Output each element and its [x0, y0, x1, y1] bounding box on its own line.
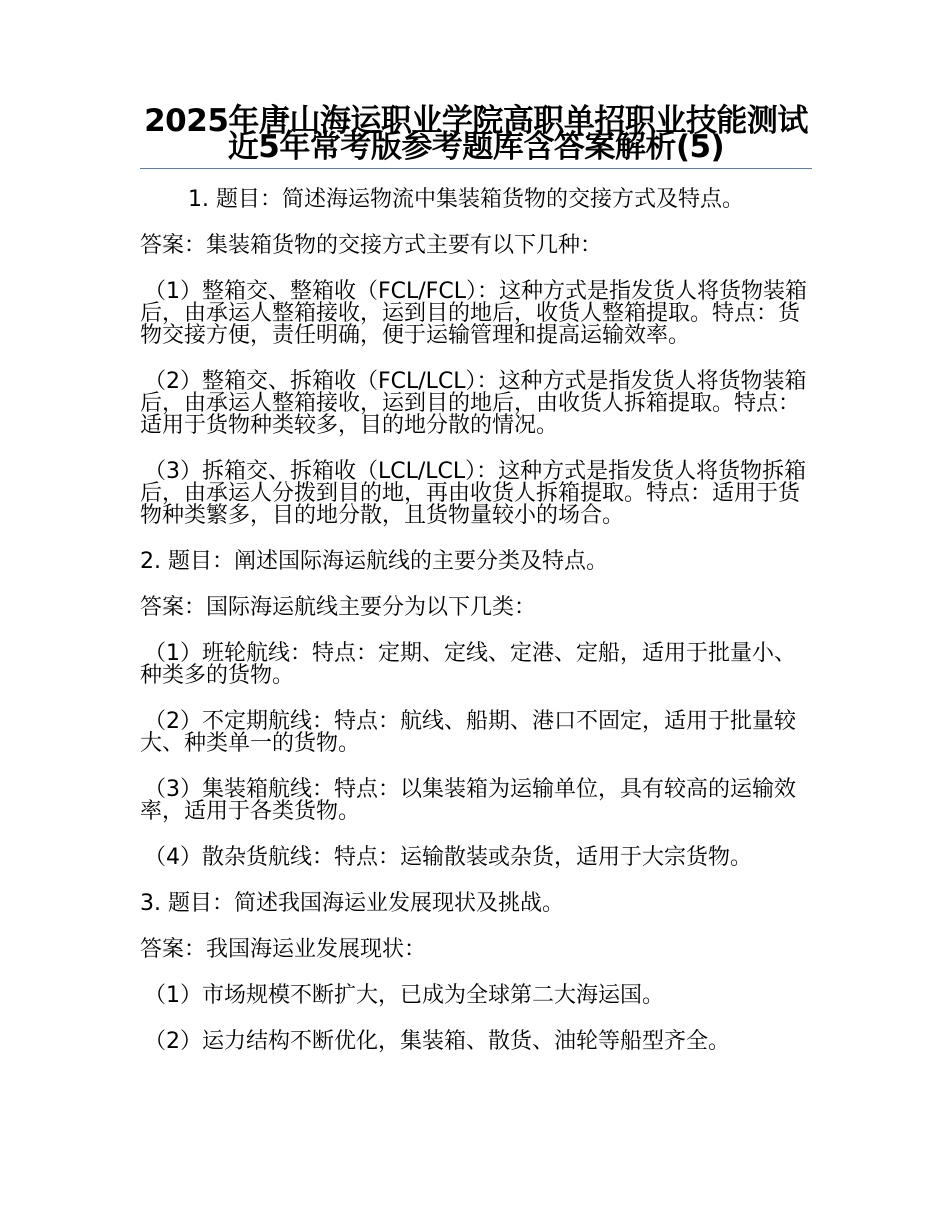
- answer-3-item-1: （1）市场规模不断扩大，已成为全球第二大海运国。: [144, 983, 664, 1008]
- answer-2-item-2: （2）不定期航线：特点：航线、船期、港口不固定，适用于批量较大、种类单一的货物。: [140, 709, 796, 756]
- answer-2-intro: 答案：国际海运航线主要分为以下几类：: [140, 595, 537, 620]
- question-2: 2. 题目：阐述国际海运航线的主要分类及特点。: [140, 549, 608, 574]
- answer-1-item-1: （1）整箱交、整箱收（FCL/FCL）：这种方式是指发货人将货物装箱后，由承运人整箱接收，运到目的地后，收货人整箱提取。特点：货物交接方便，责任明确，便于运输管理和提高运输效率。: [140, 279, 807, 348]
- answer-2-item-4: （4）散杂货航线：特点：运输散装或杂货，适用于大宗货物。: [144, 845, 752, 870]
- answer-1-item-2: （2）整箱交、拆箱收（FCL/LCL）：这种方式是指发货人将货物装箱后，由承运人整箱接收，运到目的地后，由收货人拆箱提取。特点：适用于货物种类较多，目的地分散的情况。: [140, 369, 807, 438]
- answer-1-item-3: （3）拆箱交、拆箱收（LCL/LCL）：这种方式是指发货人将货物拆箱后，由承运人分拨到目的地，再由收货人拆箱提取。特点：适用于货物种类繁多，目的地分散，且货物量较小的场合。: [140, 459, 807, 528]
- answer-3-intro: 答案：我国海运业发展现状：: [140, 937, 427, 962]
- question-3: 3. 题目：简述我国海运业发展现状及挑战。: [140, 891, 564, 916]
- document-title: 2025年唐山海运职业学院高职单招职业技能测试近5年常考版参考题库含答案解析(5): [144, 103, 808, 165]
- answer-3-item-2: （2）运力结构不断优化，集装箱、散货、油轮等船型齐全。: [144, 1029, 730, 1054]
- title-divider: [140, 168, 812, 169]
- document-page: [140, 100, 812, 1077]
- question-1: 1. 题目：简述海运物流中集装箱货物的交接方式及特点。: [188, 187, 744, 212]
- answer-2-item-3: （3）集装箱航线：特点：以集装箱为运输单位，具有较高的运输效率，适用于各类货物。: [140, 777, 796, 824]
- answer-1-intro: 答案：集装箱货物的交接方式主要有以下几种：: [140, 233, 603, 258]
- document-body: [140, 189, 812, 1053]
- answer-2-item-1: （1）班轮航线：特点：定期、定线、定港、定船，适用于批量小、种类多的货物。: [140, 641, 796, 688]
